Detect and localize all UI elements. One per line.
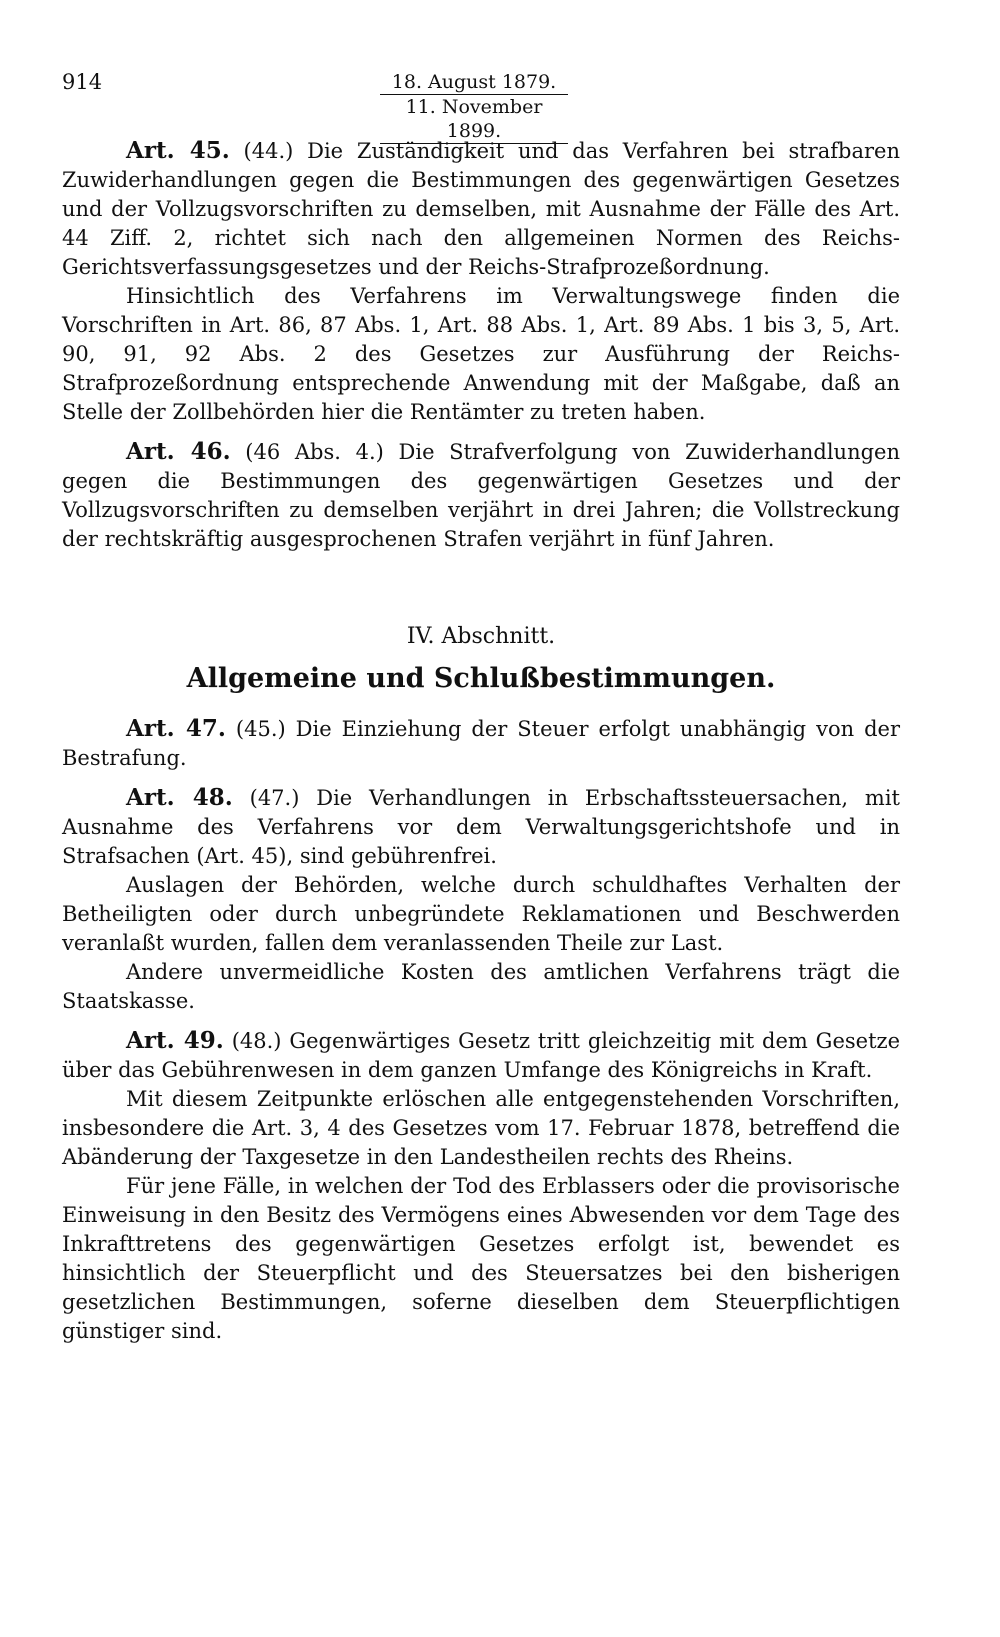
section-number: IV. Abschnitt. [406,624,556,649]
article-48-label: Art. 48. [126,784,233,811]
article-49-paragraph-2: Mit diesem Zeitpunkte erlöschen alle entgegenstehenden Vorschriften, insbesondere die Art. 3, 4 des Gesetzes vom 17. Februar 1878, betreffend die Abänderung der Taxgesetze in den Landestheilen rechts des Rheins. [62,1087,900,1169]
article-46-paragraph-1 [62,437,900,554]
article-49-paragraph-1 [62,1026,900,1085]
article-47-paragraph-1 [62,714,900,773]
article-45-paragraph-2: Hinsichtlich des Verfahrens im Verwaltungswege finden die Vorschriften in Art. 86, 87 Abs. 1, Art. 88 Abs. 1, Art. 89 Abs. 1 bis 3, 5, Art. 90, 91, 92 Abs. 2 des Gesetzes zur Ausführung der Reichs-Strafprozeßordnung entsprechende Anwendung mit der Maßgabe, daß an Stelle der Zollbehörden hier die Rentämter zu treten haben. [62,284,900,424]
article-45-paragraph-1 [62,136,900,282]
article-46-text-1: (46 Abs. 4.) Die Strafverfolgung von Zuwiderhandlungen gegen die Bestimmungen des gegenwärtigen Gesetzes und der Vollzugsvorschriften zu demselben verjährt in drei Jahren; die Vollstreckung der rechtskräftig ausgesprochenen Strafen verjährt in fünf Jahren. [62,440,900,551]
article-49-label: Art. 49. [126,1027,224,1054]
section-title: Allgemeine und Schlußbestimmungen. [186,663,776,694]
page-header [62,70,900,142]
article-48-paragraph-1 [62,783,900,871]
article-45-text-1: (44.) Die Zuständigkeit und das Verfahren bei strafbaren Zuwiderhandlungen gegen die Bestimmungen des gegenwärtigen Gesetzes und der Vollzugsvorschriften zu demselben, mit Ausnahme der Fälle des Art. 44 Ziff. 2, richtet sich nach den allgemeinen Normen des Reichs-Gerichtsverfassungsgesetzes und der Reichs-Strafprozeßordnung. [62,139,900,279]
article-46-label: Art. 46. [126,438,231,465]
article-47-text-1: (45.) Die Einziehung der Steuer erfolgt unabhängig von der Bestrafung. [62,717,900,770]
article-47-label: Art. 47. [126,715,226,742]
date-start: 18. August 1879. [380,70,568,95]
article-49-text-1: (48.) Gegenwärtiges Gesetz tritt gleichzeitig mit dem Gesetze über das Gebührenwesen in dem ganzen Umfange des Königreichs in Kraft. [62,1029,901,1082]
article-49-paragraph-3: Für jene Fälle, in welchen der Tod des Erblassers oder die provisorische Einweisung in den Besitz des Vermögens eines Abwesenden vor dem Tage des Inkrafttretens des gegenwärtigen Gesetzes erfolgt ist, bewendet es hinsichtlich der Steuerpflicht und des Steuersatzes bei den bisherigen gesetzlichen Bestimmungen, soferne dieselben dem Steuerpflichtigen günstiger sind. [62,1174,900,1343]
document-page [62,70,900,1346]
article-48-paragraph-2: Auslagen der Behörden, welche durch schuldhaftes Verhalten der Betheiligten oder durch unbegründete Reklamationen und Beschwerden veranlaßt wurden, fallen dem veranlassenden Theile zur Last. [62,873,900,955]
date-range [374,70,574,144]
date-end: 11. November 1899. [380,95,568,144]
article-48-paragraph-3: Andere unvermeidliche Kosten des amtlichen Verfahrens trägt die Staatskasse. [62,960,900,1013]
section-spacer [62,554,900,624]
page-number: 914 [62,70,103,94]
article-48-text-1: (47.) Die Verhandlungen in Erbschaftssteuersachen, mit Ausnahme des Verfahrens vor dem Verwaltungsgerichtshofe und in Strafsachen (Art. 45), sind gebührenfrei. [62,786,900,868]
article-45-label: Art. 45. [126,137,230,164]
